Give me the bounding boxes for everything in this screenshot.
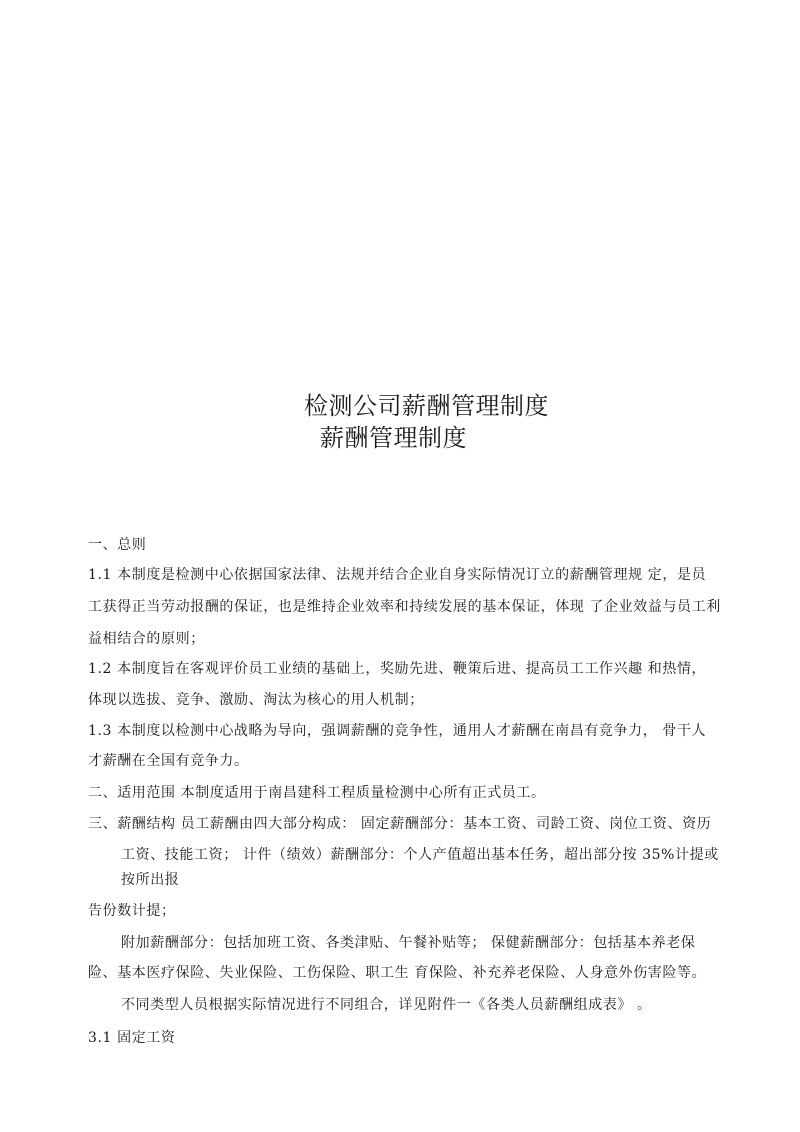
document-subtitle: 薪酬管理制度 bbox=[320, 424, 467, 452]
paragraph-line: 才薪酬在全国有竞争力。 bbox=[88, 753, 249, 769]
paragraph-line: 1.3 本制度以检测中心战略为导向，强调薪酬的竞争性，通用人才薪酬在南昌有竞争力， 骨干人 bbox=[88, 723, 707, 739]
paragraph-line: 体现以选拔、竞争、激励、淘汰为核心的用人机制； bbox=[88, 692, 424, 708]
paragraph-line: 工资、技能工资； 计件（绩效）薪酬部分：个人产值超出基本任务，超出部分按 35%计提或 bbox=[121, 847, 719, 863]
paragraph-line: 告份数计提； bbox=[88, 903, 176, 919]
subsection-heading-fixed-salary: 3.1 固定工资 bbox=[88, 1030, 176, 1046]
paragraph-line: 险、基本医疗保险、失业保险、工伤保险、职工生 育保险、补充养老保险、人身意外伤害险等。 bbox=[88, 965, 707, 981]
paragraph-line: 工获得正当劳动报酬的保证，也是维持企业效率和持续发展的基本保证，体现 了企业效益与员工利 bbox=[88, 599, 721, 615]
paragraph-line: 1.2 本制度旨在客观评价员工业绩的基础上，奖励先进、鞭策后进、提高员工工作兴趣 和热情， bbox=[88, 661, 707, 677]
document-title: 检测公司薪酬管理制度 bbox=[304, 392, 549, 420]
paragraph-line: 按所出报 bbox=[121, 872, 180, 888]
section-heading-structure: 三、薪酬结构 员工薪酬由四大部分构成： 固定薪酬部分：基本工资、司龄工资、岗位工资、资历 bbox=[88, 816, 712, 832]
paragraph-line: 附加薪酬部分：包括加班工资、各类津贴、午餐补贴等； 保健薪酬部分：包括基本养老保 bbox=[121, 935, 696, 951]
section-heading-scope: 二、适用范围 本制度适用于南昌建科工程质量检测中心所有正式员工。 bbox=[88, 785, 546, 801]
paragraph-line: 益相结合的原则； bbox=[88, 631, 205, 647]
paragraph-line: 1.1 本制度是检测中心依据国家法律、法规并结合企业自身实际情况订立的薪酬管理规 定，是员 bbox=[88, 567, 707, 583]
paragraph-line: 不同类型人员根据实际情况进行不同组合，详见附件一《各类人员薪酬组成表》 。 bbox=[121, 997, 652, 1013]
section-heading-general: 一、总则 bbox=[88, 537, 147, 553]
